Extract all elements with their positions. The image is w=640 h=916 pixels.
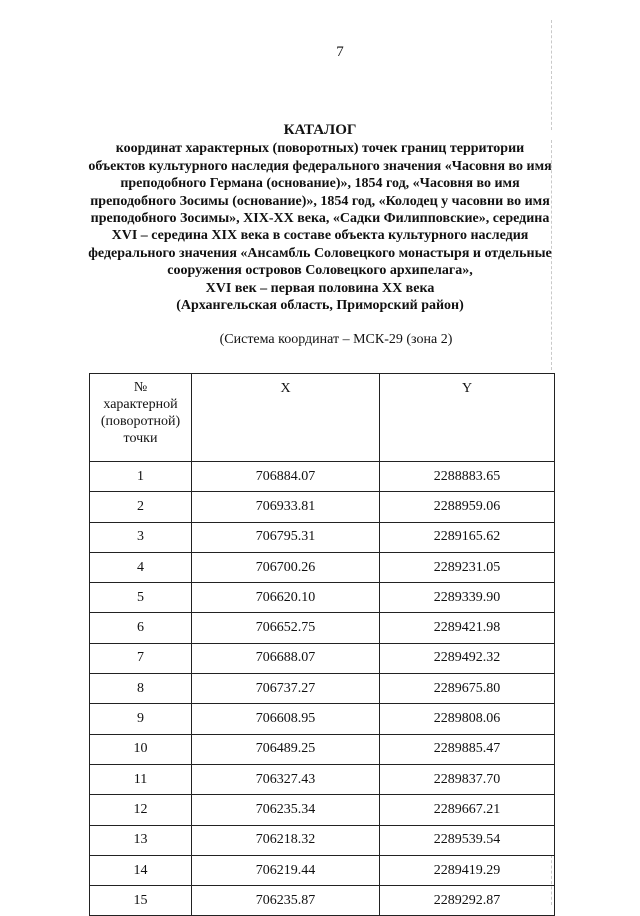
- table-row: [90, 886, 555, 916]
- table-header-row: [90, 374, 555, 462]
- cell-x: 706327.43: [192, 764, 380, 794]
- cell-y: 2289808.06: [380, 704, 555, 734]
- cell-point-number: 7: [90, 643, 192, 673]
- title-line: преподобного Германа (основание)», 1854 год, «Часовня во имя: [120, 176, 520, 192]
- cell-y: 2289675.80: [380, 674, 555, 704]
- table-row: [90, 704, 555, 734]
- cell-point-number: 11: [90, 764, 192, 794]
- header-point-number: [90, 374, 192, 462]
- cell-y: 2289292.87: [380, 886, 555, 916]
- cell-y: 2289539.54: [380, 825, 555, 855]
- cell-x: 706700.26: [192, 552, 380, 582]
- table-row: [90, 643, 555, 673]
- coordinates-table: [89, 373, 555, 916]
- cell-point-number: 3: [90, 522, 192, 552]
- cell-y: 2289667.21: [380, 795, 555, 825]
- cell-point-number: 8: [90, 674, 192, 704]
- table-row: [90, 855, 555, 885]
- cell-point-number: 14: [90, 855, 192, 885]
- cell-point-number: 13: [90, 825, 192, 855]
- title-line: федерального значения «Ансамбль Соловецкого монастыря и отдельные: [88, 245, 552, 261]
- scan-artifact-line: [551, 20, 552, 130]
- header-y: Y: [380, 374, 555, 462]
- table-row: [90, 825, 555, 855]
- cell-point-number: 4: [90, 552, 192, 582]
- cell-y: 2289421.98: [380, 613, 555, 643]
- cell-point-number: 10: [90, 734, 192, 764]
- header-num-line: №: [133, 380, 148, 395]
- title-line: координат характерных (поворотных) точек границ территории: [115, 141, 525, 157]
- cell-y: 2289231.05: [380, 552, 555, 582]
- cell-x: 706737.27: [192, 674, 380, 704]
- cell-y: 2288883.65: [380, 462, 555, 492]
- cell-y: 2289492.32: [380, 643, 555, 673]
- table-row: [90, 492, 555, 522]
- title-line: XVI век – первая половина XX века: [205, 280, 435, 296]
- cell-point-number: 6: [90, 613, 192, 643]
- header-num-line: характерной: [103, 397, 178, 412]
- title-line: сооружения островов Соловецкого архипелага»,: [167, 263, 473, 279]
- cell-point-number: 5: [90, 583, 192, 613]
- cell-point-number: 15: [90, 886, 192, 916]
- cell-x: 706489.25: [192, 734, 380, 764]
- table-row: [90, 764, 555, 794]
- table-row: [90, 734, 555, 764]
- cell-point-number: 9: [90, 704, 192, 734]
- page-number: 7: [336, 44, 344, 60]
- catalog-title: [80, 122, 560, 314]
- cell-x: 706620.10: [192, 583, 380, 613]
- table-row: [90, 674, 555, 704]
- table-row: [90, 522, 555, 552]
- cell-y: 2289339.90: [380, 583, 555, 613]
- title-line: преподобного Зосимы (основание)», 1854 год, «Колодец у часовни во имя: [90, 193, 550, 209]
- cell-x: 706608.95: [192, 704, 380, 734]
- cell-y: 2289885.47: [380, 734, 555, 764]
- title-line: (Архангельская область, Приморский район): [176, 298, 464, 314]
- coordinate-system-note: (Система координат – МСК-29 (зона 2): [219, 332, 453, 347]
- cell-x: 706884.07: [192, 462, 380, 492]
- cell-point-number: 1: [90, 462, 192, 492]
- table-row: [90, 795, 555, 825]
- cell-x: 706235.87: [192, 886, 380, 916]
- cell-x: 706218.32: [192, 825, 380, 855]
- header-num-line: точки: [123, 431, 158, 446]
- title-line: XVI – середина XIX века в составе объекта культурного наследия: [111, 228, 529, 244]
- cell-y: 2288959.06: [380, 492, 555, 522]
- header-x: X: [192, 374, 380, 462]
- catalog-heading: КАТАЛОГ: [283, 122, 357, 138]
- cell-x: 706219.44: [192, 855, 380, 885]
- cell-point-number: 12: [90, 795, 192, 825]
- table-row: [90, 552, 555, 582]
- cell-y: 2289419.29: [380, 855, 555, 885]
- table-row: [90, 613, 555, 643]
- cell-y: 2289837.70: [380, 764, 555, 794]
- title-line: объектов культурного наследия федерального значения «Часовня во имя: [88, 158, 552, 174]
- title-line: преподобного Зосимы», XIX-XX века, «Садки Филипповские», середина: [90, 211, 550, 227]
- cell-x: 706235.34: [192, 795, 380, 825]
- cell-y: 2289165.62: [380, 522, 555, 552]
- header-num-line: (поворотной): [100, 414, 181, 429]
- table-row: [90, 583, 555, 613]
- cell-x: 706652.75: [192, 613, 380, 643]
- cell-point-number: 2: [90, 492, 192, 522]
- cell-x: 706688.07: [192, 643, 380, 673]
- table-row: [90, 462, 555, 492]
- cell-x: 706795.31: [192, 522, 380, 552]
- cell-x: 706933.81: [192, 492, 380, 522]
